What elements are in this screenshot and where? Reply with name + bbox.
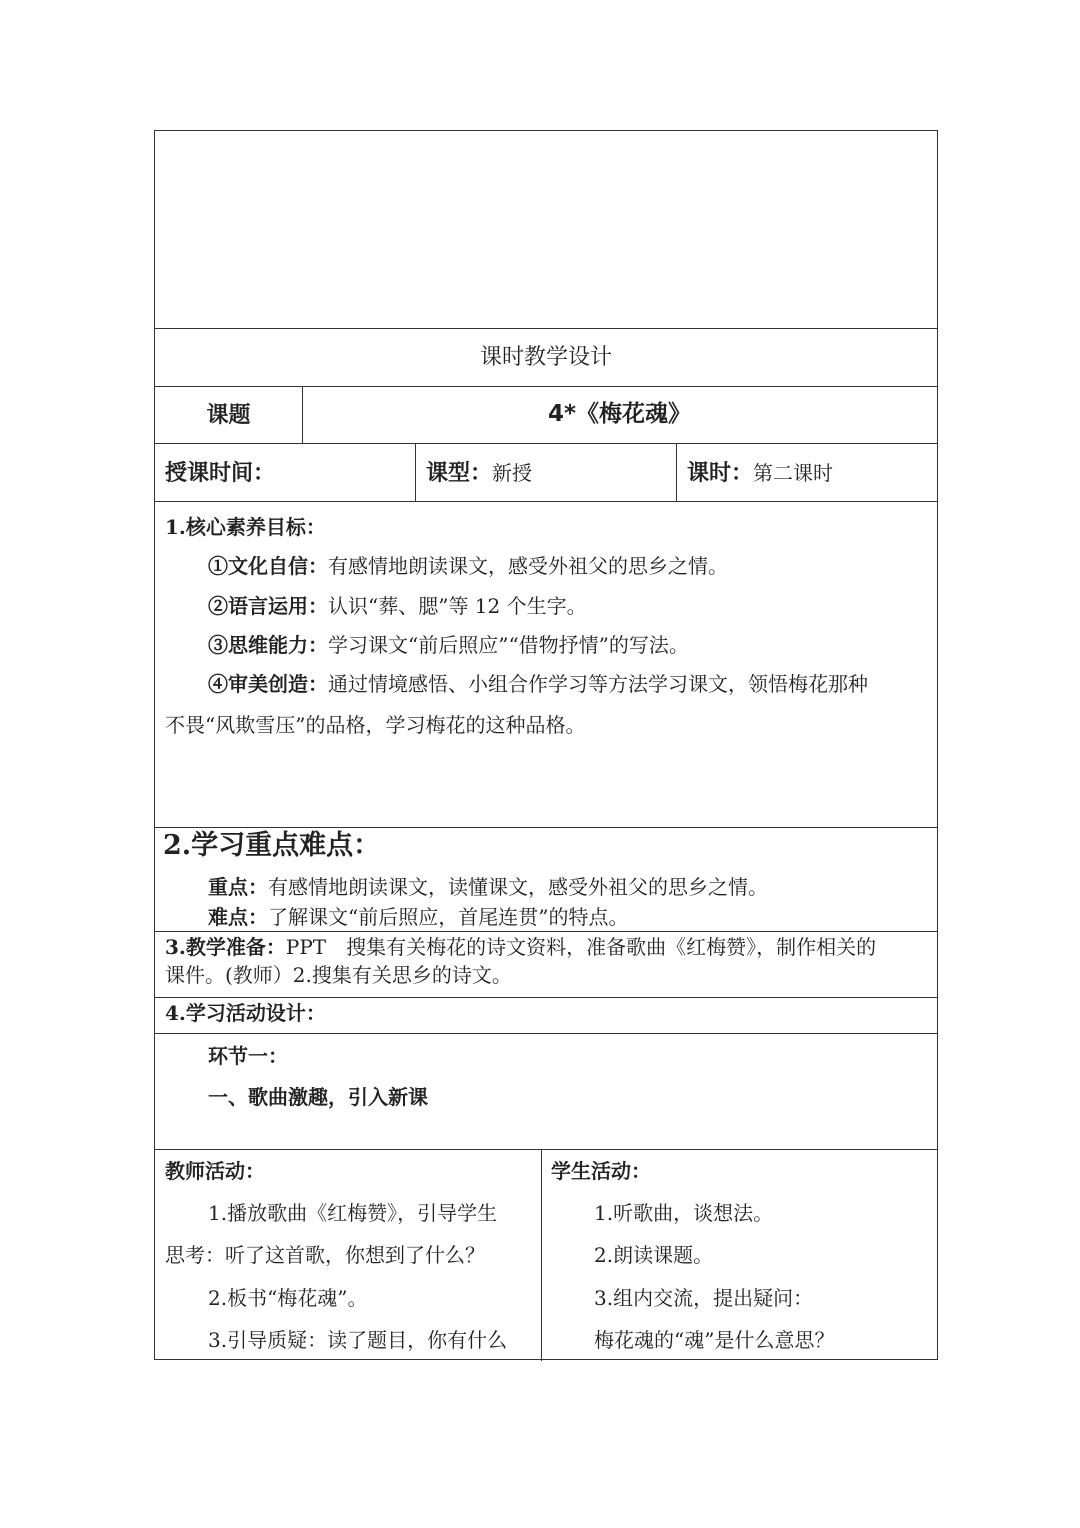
- rule: [155, 328, 937, 329]
- objective-text: 有感情地朗读课文，感受外祖父的思乡之情。: [328, 554, 728, 578]
- objective-item: [208, 635, 689, 655]
- student-activity-line: 3.组内交流，提出疑问：: [594, 1286, 814, 1310]
- objective-item: [208, 596, 587, 616]
- lesson-period-label: 课时：: [687, 460, 754, 486]
- rule: [155, 501, 937, 502]
- rule: [155, 997, 937, 998]
- key-point: [208, 877, 768, 897]
- lesson-period: [687, 462, 833, 484]
- lesson-title: 4*《梅花魂》: [547, 401, 692, 427]
- table-heading: 课时教学设计: [479, 345, 612, 370]
- objective-text: 认识“葬、腮”等 12 个生字。: [328, 594, 587, 618]
- student-activity-line: 梅花魂的“魂”是什么意思？: [594, 1328, 835, 1352]
- section2-title: 2.学习重点难点：: [163, 830, 381, 861]
- student-activity-line: 1.听歌曲，谈想法。: [594, 1201, 774, 1225]
- objective-item: [208, 556, 728, 576]
- topic-label: 课题: [206, 402, 251, 428]
- lesson-plan-table: [154, 130, 938, 1360]
- student-activity-title: 学生活动：: [551, 1159, 651, 1183]
- objective-label: ④审美创造：: [208, 672, 328, 696]
- rule: [155, 1149, 937, 1150]
- rule: [155, 931, 937, 932]
- teaching-time-label: 授课时间：: [165, 460, 276, 486]
- objective-item: [208, 674, 868, 694]
- preparation-continuation: 课件。(教师）2.搜集有关思乡的诗文。: [165, 963, 512, 987]
- lesson-type: [426, 462, 532, 484]
- lesson-type-label: 课型：: [426, 460, 493, 486]
- preparation-text: PPT 搜集有关梅花的诗文资料，准备歌曲《红梅赞》，制作相关的: [285, 935, 877, 959]
- teacher-activity-line: 1.播放歌曲《红梅赞》，引导学生: [208, 1201, 498, 1225]
- rule: [155, 386, 937, 387]
- stage-name: 环节一：: [208, 1044, 288, 1068]
- rule: [676, 443, 677, 501]
- rule: [155, 443, 937, 444]
- difficulty-text: 了解课文“前后照应，首尾连贯”的特点。: [268, 905, 629, 929]
- rule: [415, 443, 416, 501]
- lesson-period-value: 第二课时: [753, 461, 834, 485]
- objective-label: ①文化自信：: [208, 554, 328, 578]
- stage-title: 一、歌曲激趣，引入新课: [208, 1085, 428, 1109]
- objective-label: ③思维能力：: [208, 633, 328, 657]
- objective-continuation: 不畏“风欺雪压”的品格，学习梅花的这种品格。: [165, 713, 586, 737]
- section1-title: 1.核心素养目标：: [165, 515, 326, 539]
- teacher-activity-title: 教师活动：: [165, 1159, 265, 1183]
- objective-label: ②语言运用：: [208, 594, 328, 618]
- rule: [541, 1149, 542, 1361]
- teacher-activity-line: 3.引导质疑：读了题目，你有什么: [208, 1328, 508, 1352]
- key-point-label: 重点：: [208, 875, 268, 899]
- key-point-text: 有感情地朗读课文，读懂课文，感受外祖父的思乡之情。: [268, 875, 768, 899]
- teacher-activity-line: 2.板书“梅花魂”。: [208, 1286, 368, 1310]
- preparation-label: 3.教学准备：: [165, 935, 286, 959]
- student-activity-line: 2.朗读课题。: [594, 1243, 714, 1267]
- objective-text: 学习课文“前后照应”“借物抒情”的写法。: [328, 633, 689, 657]
- teacher-activity-line: 思考：听了这首歌，你想到了什么？: [165, 1243, 485, 1267]
- section4-title: 4.学习活动设计：: [165, 1001, 326, 1025]
- difficulty: [208, 907, 628, 927]
- rule: [155, 827, 937, 828]
- rule: [155, 1033, 937, 1034]
- lesson-type-value: 新授: [492, 461, 533, 485]
- objective-text: 通过情境感悟、小组合作学习等方法学习课文，领悟梅花那种: [328, 672, 868, 696]
- difficulty-label: 难点：: [208, 905, 268, 929]
- preparation: [165, 937, 876, 957]
